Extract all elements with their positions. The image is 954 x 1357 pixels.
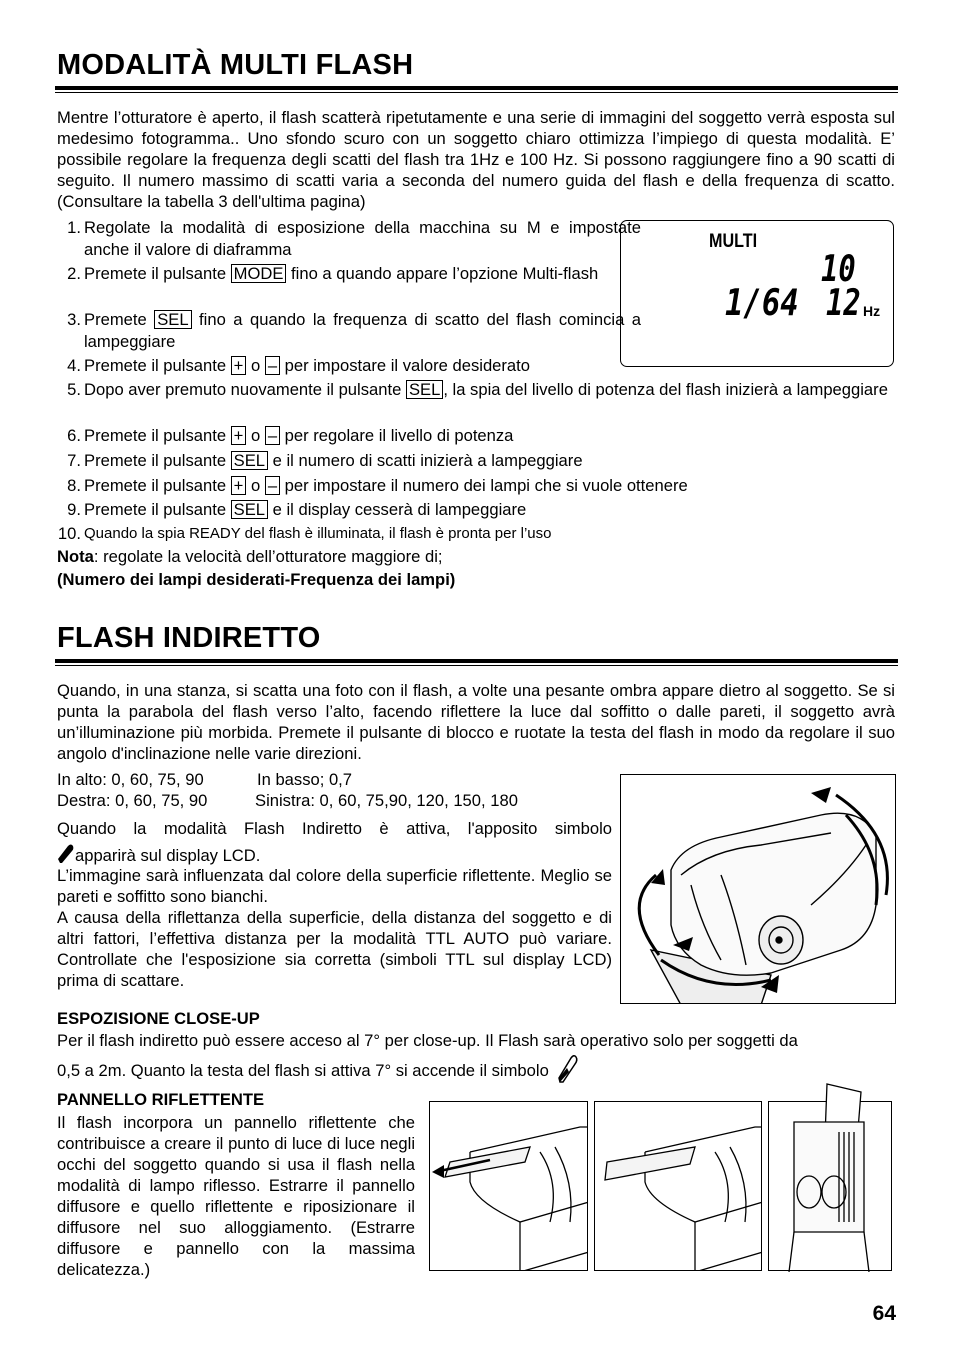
bounce-symbol-icon <box>57 843 75 865</box>
section-title-flash-indiretto: FLASH INDIRETTO <box>57 622 321 654</box>
title-rule <box>55 659 898 666</box>
minus-button-label: – <box>265 476 280 495</box>
angles-right: Destra: 0, 60, 75, 90 <box>57 791 208 810</box>
closeup-line-1: Per il flash indiretto può essere acceso al 7° per close-up. Il Flash sarà operativo solo per soggetti da <box>57 1031 798 1050</box>
page-number: 64 <box>872 1302 896 1325</box>
sel-button-label: SEL <box>406 380 443 399</box>
sel-button-label: SEL <box>231 500 268 519</box>
plus-button-label: + <box>231 426 247 445</box>
angles-up: In alto: 0, 60, 75, 90 <box>57 770 204 789</box>
title-rule <box>55 86 898 93</box>
sel-button-label: SEL <box>154 310 191 329</box>
minus-button-label: – <box>265 426 280 445</box>
lcd-power-text: 1/64 <box>725 283 799 324</box>
angles-down: In basso; 0,7 <box>257 770 353 789</box>
section-title-multi-flash: MODALITÀ MULTI FLASH <box>57 49 414 81</box>
panel-image-2 <box>594 1101 762 1271</box>
closeup-symbol-icon <box>557 1054 579 1084</box>
color-note: L’immagine sarà influenzata dal colore della superficie riflettente. Meglio se pareti e soffitto sono bianchi. <box>57 866 612 906</box>
plus-button-label: + <box>231 356 247 375</box>
angles-left: Sinistra: 0, 60, 75,90, 120, 150, 180 <box>255 791 518 810</box>
note-line: Nota: regolate la velocità dell’otturatore maggiore di; <box>57 547 443 566</box>
ttl-note: A causa della riflettanza della superficie, della distanza del soggetto e di altri fattori, l’effettiva distanza per la modalità TTL AUTO può variare. Controllate che l'esposizione sia corretta (simboli TTL sul display LCD) prima di scattare. <box>57 908 612 990</box>
panel-text: Il flash incorpora un pannello riflettente che contribuisce a creare il punto di luce di luce negli occhi del soggetto quando si usa il flash nella modalità di lampo riflesso. Estrarre il pannello diffusore e quello riflettente e riposizionare il diffusore nel suo alloggiamento. (Estrarre diffusore e pannello con la massima delicatezza.) <box>57 1113 415 1279</box>
multi-flash-intro: Mentre l’otturatore è aperto, il flash scatterà ripetutamente e una serie di immagini del soggetto verrà esposta sul medesimo fotogramma.. Uno sfondo scuro con un soggetto chiaro ottimizza l’impiego di questa modalità. E’ possibile regolare la frequenza degli scatti del flash tra 1Hz e 100 Hz. Si possono raggiungere fino a 90 scatti di seguito. Il numero massimo di scatti varia a seconda del numero guida del flash e della frequenza di scatto. (Consultare la tabella 3 dell'ultima pagina) <box>57 108 895 211</box>
panel-heading: PANNELLO RIFLETTENTE <box>57 1090 265 1109</box>
lcd-display <box>620 220 894 367</box>
closeup-heading: ESPOZISIONE CLOSE-UP <box>57 1009 260 1028</box>
lcd-freq-text: 12 <box>826 283 861 324</box>
sel-button-label: SEL <box>231 451 268 470</box>
bounce-lcd-text-2: apparirà sul display LCD. <box>57 843 612 866</box>
minus-button-label: – <box>265 356 280 375</box>
plus-button-label: + <box>231 476 247 495</box>
indirect-intro: Quando, in una stanza, si scatta una foto con il flash, a volte una pesante ombra appare dietro al soggetto. Se si punta la parabola del flash verso l’alto, facendo riflettere la luce dal soffitto o dalle pareti, il soggetto avrà un’illuminazione più morbida. Premete il pulsante di blocco e ruotate la testa del flash in modo da regolare il suo angolo d'inclinazione nelle varie direzioni. <box>57 681 895 763</box>
lcd-count-text: 10 <box>821 249 856 290</box>
panel-image-1 <box>429 1101 588 1271</box>
closeup-line-2: 0,5 a 2m. Quanto la testa del flash si attiva 7° si accende il simbolo <box>57 1054 897 1084</box>
mode-button-label: MODE <box>231 264 287 283</box>
panel-image-3 <box>768 1101 892 1271</box>
flash-head-rotation-image <box>620 774 896 1004</box>
bounce-lcd-text: Quando la modalità Flash Indiretto è attiva, l'apposito simbolo <box>57 819 612 838</box>
lcd-mode-text: MULTI <box>709 231 758 252</box>
note-formula: (Numero dei lampi desiderati-Frequenza dei lampi) <box>57 570 456 589</box>
lcd-unit-text: Hz <box>863 303 881 319</box>
